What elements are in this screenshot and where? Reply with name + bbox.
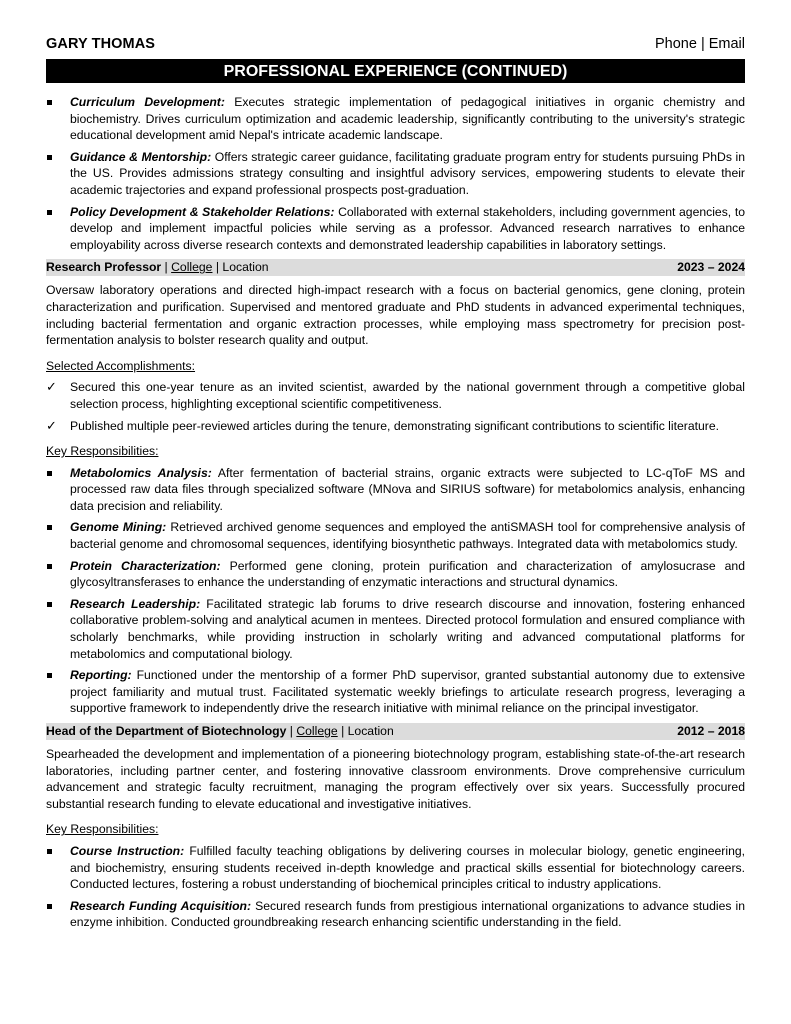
- contact-info: Phone | Email: [654, 36, 745, 52]
- accomplishment-text: Secured this one-year tenure as an invited scientist, awarded by the national government through a competitive global selection process, highlighting exceptional scientific competitiveness.: [70, 380, 745, 411]
- bullet-lead: Research Funding Acquisition:: [70, 898, 252, 913]
- role-organization: College: [171, 260, 213, 275]
- list-item: [46, 149, 745, 199]
- accomplishments-list: [46, 379, 745, 434]
- list-item: [46, 94, 745, 144]
- role-title: Head of the Department of Biotechnology: [46, 724, 287, 738]
- bullet-lead: Protein Characterization:: [70, 558, 221, 573]
- bullet-text: Functioned under the mentorship of a former PhD supervisor, granted substantial autonomy due to extensive project familiarity and mutual trust. Facilitated systematic weekly briefings to articulate research progress, leveraging a supportive framework to independently drive the research initiative with minimal reliance on the principal investigator.: [70, 668, 745, 716]
- list-item: [46, 558, 745, 591]
- role-location: Location: [222, 260, 269, 275]
- bullet-text: Fulfilled faculty teaching obligations by delivering courses in molecular biology, genetic engineering, and biochemistry, ensuring students received in-depth knowledge and practical skills essential for biotechnology careers. Conducted lectures, fostering a robust understanding of biochemical principles critical to industry applications.: [70, 843, 746, 892]
- responsibilities-heading: Key Responsibilities:: [46, 822, 159, 837]
- role-header-head-of-department: [46, 723, 745, 740]
- resume-header: [46, 36, 745, 58]
- bullet-lead: Guidance & Mentorship:: [70, 149, 212, 164]
- list-item: [46, 667, 745, 717]
- role-organization: College: [296, 724, 338, 738]
- role-location: Location: [347, 724, 394, 738]
- bullet-lead: Policy Development & Stakeholder Relations:: [70, 204, 335, 219]
- accomplishment-text: Published multiple peer-reviewed articles during the tenure, demonstrating significant contributions to scientific literature.: [70, 418, 719, 433]
- bullet-text: Facilitated strategic lab forums to drive research discourse and innovation, fostering enhanced collaborative problem-solving and analytical acumen in mentees. Directed protocol formulation and ensured compliance with scholarly benchmarks, while providing instruction in scholarly writing and advanced computational platforms for metabolomics and computational biology.: [70, 596, 745, 661]
- bullet-text: Executes strategic implementation of pedagogical initiatives in organic chemistry and biochemistry. Drives curriculum optimization and academic leadership, significantly contributing to the university's strategic educational development amid Nepal's intricate academic landscape.: [70, 95, 746, 143]
- bullet-text: Performed gene cloning, protein purification and characterization of amylosucrase and glycosyltransferases to enhance the understanding of enzymatic interactions and structural dynamics.: [70, 558, 745, 590]
- bullet-lead: Research Leadership:: [70, 596, 201, 611]
- accomplishments-heading: Selected Accomplishments:: [46, 358, 196, 373]
- responsibilities-list: [46, 843, 745, 931]
- bullet-lead: Reporting:: [70, 668, 132, 683]
- bullet-lead: Course Instruction:: [70, 843, 185, 858]
- section-title: PROFESSIONAL EXPERIENCE (CONTINUED): [46, 59, 745, 83]
- candidate-name: GARY THOMAS: [46, 36, 156, 52]
- list-item: [46, 596, 745, 662]
- list-item: [46, 204, 745, 254]
- role-title-line: [46, 259, 269, 276]
- bullet-text: Offers strategic career guidance, facilitating graduate program entry for students pursuing PhDs in the US. Provides admissions strategy consulting and insightful advisory services, empowering students to elevate their academic trajectories and expand professional prospects post-graduation.: [70, 149, 745, 197]
- bullet-text: Retrieved archived genome sequences and employed the antiSMASH tool for comprehensive analysis of bacterial genome and chromosomal sequences, identifying biosynthetic pathways. Integrated data with metabolomics study.: [70, 520, 745, 552]
- list-item: [46, 898, 745, 931]
- bullet-text: Secured research funds from prestigious international organizations to advance studies in enzyme inhibition. Conducted groundbreaking research enhancing scientific understanding in the field.: [70, 898, 745, 930]
- bullet-lead: Curriculum Development:: [70, 95, 225, 109]
- separator: |: [212, 260, 223, 275]
- bullet-lead: Genome Mining:: [70, 520, 167, 535]
- responsibilities-list: [46, 465, 745, 717]
- checkmark-icon: ✓: [46, 417, 57, 433]
- role-dates: 2012 – 2018: [677, 724, 745, 738]
- role-summary: Spearheaded the development and implementation of a pioneering biotechnology program, establishing state-of-the-art research laboratories, including partner center, and fostering innovative classroom environments. Drove comprehensive curriculum advancement and strategic faculty recruitment, managing the program effectively over six years. Successfully procured substantial research funding to elevate educational and investigative initiatives.: [46, 747, 745, 811]
- resume-page: [46, 36, 745, 936]
- separator: |: [337, 724, 348, 738]
- role-title-line: [46, 723, 394, 740]
- role-summary: Oversaw laboratory operations and directed high-impact research with a focus on bacterial genomics, gene cloning, protein characterization and purification. Supervised and mentored graduate and PhD students in advanced experimental techniques, including bacterial fermentation and organic extraction processes, while employing mass spectrometry for precision post-fermentation analysis to bolster research quality and output.: [46, 283, 745, 348]
- list-item: [46, 418, 745, 435]
- role-dates: 2023 – 2024: [677, 260, 745, 275]
- bullet-lead: Metabolomics Analysis:: [70, 465, 212, 480]
- intro-bullet-list: [46, 94, 745, 253]
- separator: |: [286, 724, 297, 738]
- role-title: Research Professor: [46, 260, 162, 275]
- list-item: [46, 843, 745, 893]
- list-item: [46, 379, 745, 412]
- separator: |: [161, 260, 172, 275]
- role-header-research-professor: [46, 259, 745, 276]
- responsibilities-heading: Key Responsibilities:: [46, 444, 159, 459]
- list-item: [46, 519, 745, 552]
- bullet-text: Collaborated with external stakeholders, including government agencies, to develop and implement impactful policies while serving as a professor. Advanced research narratives to enhance employability across diverse research contexts and demonstrated leadership capabilities in laboratory settings.: [70, 204, 745, 252]
- list-item: [46, 465, 745, 515]
- bullet-text: After fermentation of bacterial strains, organic extracts were subjected to LC-qToF MS and processed raw data files through specialized software (MNova and SIRIUS software) for metabolomics analysis, enhancing data precision and reliability.: [70, 465, 745, 513]
- checkmark-icon: ✓: [46, 379, 57, 395]
